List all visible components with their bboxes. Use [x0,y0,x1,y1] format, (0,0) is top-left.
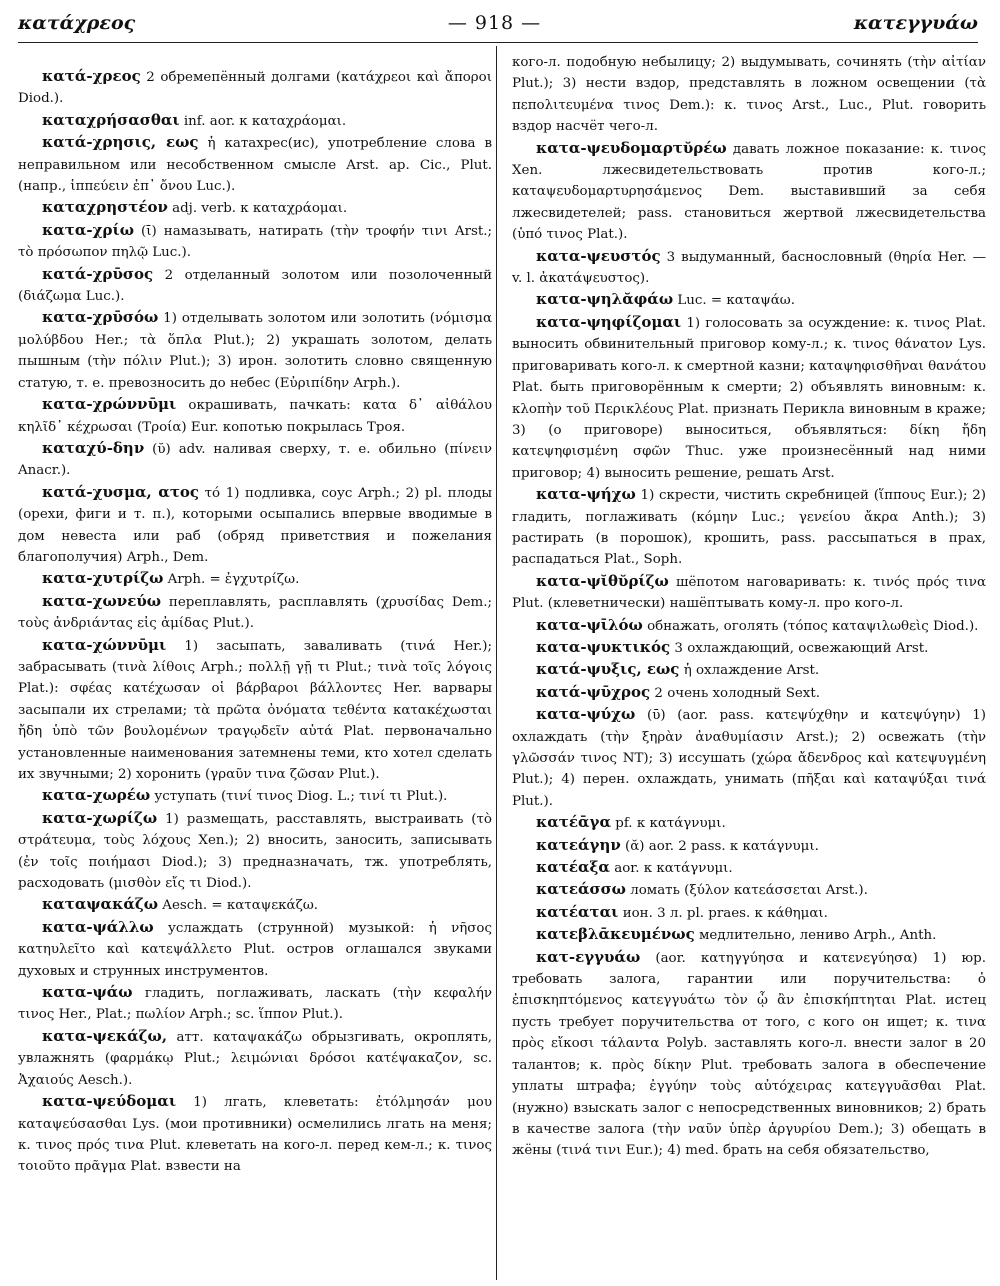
entry-definition: (ῠ) adv. наливая сверху, т. е. обильно (πίνειν Anacr.). [18,441,492,479]
dictionary-entry [512,924,986,946]
entry-headword: κατα-ψευστός [536,246,661,265]
dictionary-entry [18,66,492,110]
entry-definition: 1) скрести, чистить скребницей (ἵππους Eur.); 2) гладить, поглаживать (κόμην Luc.; γενείου ἄκρα Anth.); 3) растирать (в порошок), крошить, pass. рассыпаться в прах, распадаться Plat., Soph. [512,488,986,568]
entry-headword: κατα-ψηφίζομαι [536,312,682,331]
entry-definition: ион. 3 л. pl. praes. к κάθημαι. [618,905,828,921]
entry-headword: κατα-χώννῡμι [42,635,167,654]
dictionary-entry [18,808,492,895]
entry-headword: κατά-χυσμα, ατος [42,482,200,501]
dictionary-entry [18,220,492,264]
dictionary-entry [18,1091,492,1178]
entry-headword: κατα-χωρίζω [42,808,158,827]
dictionary-entry [18,568,492,590]
entry-definition: уступать (τινί τινος Diog. L.; τινί τι Plut.). [150,789,448,805]
entry-headword: κατά-ψῡχρος [536,682,651,701]
dictionary-entry [18,982,492,1026]
entry-headword: κατα-ψηλᾰφάω [536,290,674,309]
dictionary-entry [18,591,492,635]
entry-headword: καταχρήσασθαι [42,110,180,129]
entry-definition: 1) лгать, клеветать: ἐτόλμησάν μου καταψεύσασθαι Lys. (мои противники) осмелились лгать на меня; κ. τινος πρός τινα Plut. клеветать на кого-л. перед кем-л.; κ. τινος τοιοῦτο πρᾶγμα Plat. взвести на [18,1095,492,1175]
entry-headword: κατα-ψεκάζω, [42,1026,168,1045]
entry-headword: κατεάγην [536,835,621,854]
entry-headword: κατα-χρίω [42,220,135,239]
entry-headword: κατέαται [536,902,619,921]
entry-headword: κατα-ψύχω [536,705,636,724]
entry-headword: κατα-χρώννῡμι [42,395,177,414]
entry-headword: κατα-ψάω [42,983,133,1002]
entry-definition: атт. καταψακάζω обрызгивать, окроплять, увлажнять (φαρμάκῳ Plut.; λειμώνιαι δρόσοι κατέψακαζον, sc. Ἀχαιούς Aesch.). [18,1029,492,1088]
page-number: — 918 — [447,12,542,34]
entry-headword: κατα-ψάλλω [42,917,154,936]
entry-definition: медлительно, лениво Arph., Anth. [694,928,937,944]
column-divider [496,46,497,1280]
entry-definition: 1) размещать, расставлять, выстраивать (τὸ στράτευμα, τοὺς λόχους Xen.); 2) вносить, заносить, записывать (ἐν τοῖς ποιήμασι Diod.); 3) предназначать, тж. употреблять, расходовать (μισθὸν εἴς τι Diod.). [18,811,492,892]
entry-definition: ἡ охлаждение Arst. [679,663,820,679]
dictionary-entry [18,307,492,394]
entry-headword: καταχρηστέον [42,198,168,217]
running-header [18,8,978,38]
dictionary-entry [512,682,986,704]
entry-definition: переплавлять, расплавлять (χρυσίδας Dem.; τοὺς ἀνδριάντας εἰς ἀμίδας Plut.). [18,594,492,632]
entry-definition: 2 обремепённый долгами (κατάχρεοι καὶ ἄποροι Diod.). [18,70,492,107]
entry-headword: κατα-χρῡσόω [42,308,159,327]
entry-headword: κατεάσσω [536,880,626,899]
header-rule [18,42,978,43]
entry-definition: (aor. κατηγγύησα и κατενεγύησα) 1) юр. требовать залога, гарантии или поручительства: ὁ ἐπισκηπτόμενος κατεγγυάτω τὸν ᾧ ἂν ἐπισκήπτηται Plat. истец пусть требует поручительства от того, с кого он ищет; κ. τινα πρὸς εἴκοσι τάλαντα Polyb. заставлять кого-л. внести залог в 20 талантов; κ. πρὸς δίκην Plut. требовать залога в обеспечение уплаты штрафа; ἐγγύην τοὺς αὐτόχειρας κατεγγυᾶσθαι Plat. (нужно) взыскать залог с непосредственных виновников; 2) брать в качестве залога (τὴν ναῦν ὑπὲρ ἀργυρίου Dem.); 3) обещать в жёны (τινά τινι Eur.); 4) med. брать на себя обязательство, [512,950,986,1159]
dictionary-entry [512,704,986,812]
dictionary-entry [512,835,986,857]
entry-definition: кого-л. подобную небылицу; 2) выдумывать, сочинять (τὴν αἰτίαν Plut.); 3) нести вздор, представлять в ложном освещении (τὰ πεπολιτευμένα τινος Dem.): κ. τινος Arst., Luc., Plut. говорить вздор насчёт чего-л. [512,55,986,135]
entry-headword: κατα-χωνεύω [42,591,162,610]
entry-headword: κατέᾱγα [536,813,611,832]
entry-definition: давать ложное показание: κ. τινος Xen. лжесвидетельствовать против кого-л.; καταψευδομαρτυρησάμενος Dem. выставивший за себя лжесвидетелей; pass. становиться жертвой лжесвидетельства (ὑπό τινος Plat.). [512,141,986,243]
entry-definition: (ῑ) намазывать, натирать (τὴν τροφήν τινι Arst.; τὸ πρόσωπον πηλῷ Luc.). [18,223,492,261]
dictionary-entry [18,917,492,982]
right-column [512,52,986,1266]
entry-headword: κατα-χυτρίζω [42,569,164,588]
dictionary-entry [512,52,986,138]
dictionary-entry [18,394,492,438]
entry-definition: Arph. = ἐγχυτρίζω. [163,572,300,588]
dictionary-entry [512,659,986,681]
entry-headword: κατεβλᾱκευμένως [536,925,695,944]
dictionary-entry [512,138,986,246]
entry-definition: 1) отделывать золотом или золотить (νόμισμα μολύβδου Her.; τὰ ὅπλα Plut.); 2) украшать золотом, делать пышным (τὴν πόλιν Plut.); 3) ирон. золотить словно священную статую, т. е. превозносить до небес (Εὐριπίδην Arph.). [18,311,492,391]
entry-definition: 3 охлаждающий, освежающий Arst. [670,640,929,656]
entry-definition: услаждать (струнной) музыкой: ἡ νῆσος κατηυλεῖτο καὶ κατεψάλλετο Plut. остров оглашался звуками духовых и струнных инструментов. [18,920,492,979]
header-right-word: κατεγγυάω [853,12,978,34]
dictionary-entry [18,264,492,308]
dictionary-entry [18,1026,492,1091]
entry-definition: τό 1) подливка, соус Arph.; 2) pl. плоды (орехи, фиги и т. п.), которыми осыпались впервые вводимые в дом невеста или раб (обряд приветствия и пожелания благополучия) Arph., Dem. [18,485,492,565]
entry-headword: καταψακάζω [42,895,159,914]
entry-definition: aor. к κατάγνυμι. [609,861,733,877]
dictionary-entry [18,785,492,807]
dictionary-entry [18,894,492,916]
entry-definition: pf. к κατάγνυμι. [611,816,726,832]
entry-definition: 3 выдуманный, баснословный (θηρία Her. — v. l. ἀκατάψευστος). [512,249,986,287]
entry-definition: 1) голосовать за осуждение: κ. τινος Plat. выносить обвинительный приговор кому-л.; κ. τινος θάνατον Lys. приговаривать кого-л. к смертной казни; καταψηφισθῆναι θανάτου Plat. быть приговорённым к смерти; 2) объявлять виновным: κ. κλοπὴν τοῦ Περικλέους Plat. признать Перикла виновным в краже; 3) (о приговоре) выноситься, объявляться: δίκη ἤδη κατεψηφισμένη σφῶν Thuc. уже произнесённый над ними приговор; 4) выносить решение, решать Arst. [512,315,986,481]
entry-definition: 2 очень холодный Sext. [650,685,820,701]
entry-headword: κατα-χωρέω [42,786,151,805]
entry-definition: гладить, поглаживать, ласкать (τὴν κεφαλήν τινος Her., Plat.; πωλίον Arph.; sc. ἵππον Plut.). [18,986,492,1023]
dictionary-entry [18,110,492,132]
entry-headword: κατα-ψήχω [536,485,636,504]
dictionary-entry [512,246,986,290]
dictionary-entry [512,902,986,924]
entry-headword: καταχύ-δην [42,438,145,457]
entry-definition: (ῡ) (aor. pass. κατεψύχθην и κατεψύγην) 1) охлаждать (τὴν ξηρὰν ἀναθυμίασιν Arst.); 2) освежать (τὴν γλῶσσάν τινος NT); 3) иссушать (χώρα ἄδενδρος καὶ κατεψυγμένη Plut.); 4) перен. охлаждать, унимать (πῆξαι καὶ καταψύξαι τινά Plut.). [512,708,986,809]
entry-headword: κατ-εγγυάω [536,947,641,966]
entry-definition: 1) засыпать, заваливать (τινά Her.); забрасывать (τινὰ λίθοις Arph.; πολλῇ γῇ τι Plut.; τινὰ τοῖς λόγοις Plat.): σφέας κατέχωσαν οἱ βάρβαροι βάλλοντες Her. варвары засыпали их стрелами; τὰ πρῶτα ὀνόματα τεθέντα κατακέχωσται ἤδη ὑπὸ τῶν βουλομένων τραγῳδεῖν αὐτά Plat. первоначально установленные наименования затемнены теми, кто хотел сделать их звучными; 2) хоронить (γραῦν τινα ζῶσαν Plut.). [18,638,492,782]
dictionary-entry [18,482,492,569]
dictionary-entry [512,289,986,311]
dictionary-entry [512,571,986,615]
left-column [18,66,492,1280]
entry-definition: ломать (ξύλον κατεάσσεται Arst.). [625,883,868,899]
entry-definition: adj. verb. к καταχράομαι. [167,201,348,217]
entry-headword: κατέαξα [536,858,610,877]
dictionary-entry [512,484,986,571]
dictionary-entry [18,197,492,219]
dictionary-entry [512,637,986,659]
entry-definition: 2 отделанный золотом или позолоченный (διάζωμα Luc.). [18,267,492,305]
entry-headword: κατά-χρεος [42,67,141,85]
header-left-word: κατάχρεος [18,12,136,34]
entry-headword: κατά-ψυξις, εως [536,660,680,679]
dictionary-entry [18,438,492,482]
dictionary-entry [512,615,986,637]
entry-definition: шёпотом наговаривать: κ. τινός πρός τινα Plut. (клеветнически) нашёптывать кому-л. про кого-л. [512,574,986,612]
dictionary-entry [512,879,986,901]
entry-headword: κατά-χρῡσος [42,264,154,283]
entry-definition: Aesch. = καταψεκάζω. [158,898,319,914]
entry-headword: κατα-ψεύδομαι [42,1092,177,1111]
dictionary-entry [18,635,492,786]
entry-headword: κατα-ψῑλόω [536,615,643,634]
entry-definition: окрашивать, пачкать: κατα δ᾽ αἰθάλου κηλῖδ᾽ κέχρωσαι (Τροία) Eur. копотью покрылась Троя. [18,398,492,435]
dictionary-entry [512,857,986,879]
dictionary-entry [512,812,986,834]
dictionary-entry [18,132,492,197]
entry-headword: κατα-ψευδομαρτῠρέω [536,138,727,157]
entry-definition: обнажать, оголять (τόπος καταψιλωθεὶς Diod.). [642,618,979,634]
dictionary-entry [512,947,986,1162]
entry-definition: Luc. = καταψάω. [673,293,795,309]
entry-definition: (ᾰ) aor. 2 pass. к κατάγνυμι. [620,838,819,854]
entry-headword: κατα-ψῐθῠρίζω [536,571,669,590]
entry-headword: κατά-χρησις, εως [42,133,199,152]
dictionary-entry [512,312,986,484]
entry-headword: κατα-ψυκτικός [536,637,671,656]
entry-definition: inf. aor. к καταχράομαι. [179,113,347,129]
entry-definition: ἡ катахрес(ис), употребление слова в неправильном или несобственном смысле Arst. ap. Cic., Plut. (напр., ἱππεύειν ἐπ᾽ ὄνου Luc.). [18,136,492,195]
